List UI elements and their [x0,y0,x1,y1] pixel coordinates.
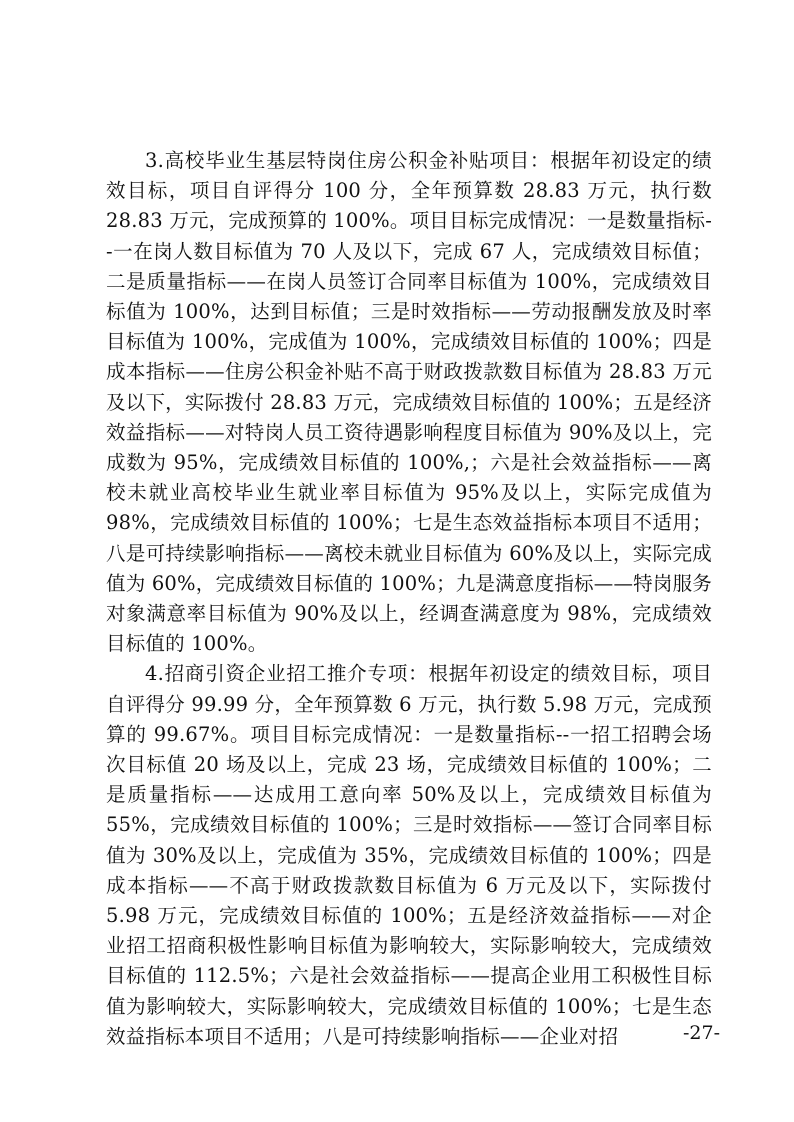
paragraph-project-4: 4.招商引资企业招工推介专项：根据年初设定的绩效目标，项目自评得分 99.99 分，全年预算数 6 万元，执行数 5.98 万元，完成预算的 99.67%。项目目标完成情况：一是数量指标--一招工招聘会场次目标值 20 场及以上，完成 23 场，完成绩效目标值的 100%；二是质量指标——达成用工意向率 50%及以上，完成绩效目标值为 55%，完成绩效目标值的 100%；三是时效指标——签订合同率目标值为 30%及以上，完成值为 35%，完成绩效目标值的 100%；四是成本指标——不高于财政拨款数目标值为 6 万元及以下，实际拨付 5.98 万元，完成绩效目标值的 100%；五是经济效益指标——对企业招工招商积极性影响目标值为影响较大，实际影响较大，完成绩效目标值的 112.5%；六是社会效益指标——提高企业用工积极性目标值为影响较大，实际影响较大，完成绩效目标值的 100%；七是生态效益指标本项目不适用；八是可持续影响指标——企业对招 [106,662,712,1048]
paragraph-project-3: 3.高校毕业生基层特岗住房公积金补贴项目：根据年初设定的绩效目标，项目自评得分 100 分，全年预算数 28.83 万元，执行数 28.83 万元，完成预算的 100%。项目目标完成情况：一是数量指标--一在岗人数目标值为 70 人及以下，完成 67 人，完成绩效目标值；二是质量指标——在岗人员签订合同率目标值为 100%，完成绩效目标值为 100%，达到目标值；三是时效指标——劳动报酬发放及时率目标值为 100%，完成值为 100%，完成绩效目标值的 100%；四是成本指标——住房公积金补贴不高于财政拨款数目标值为 28.83 万元及以下，实际拨付 28.83 万元，完成绩效目标值的 100%；五是经济效益指标——对特岗人员工资待遇影响程度目标值为 90%及以上，完成数为 95%，完成绩效目标值的 100%,；六是社会效益指标——离校未就业高校毕业生就业率目标值为 95%及以上，实际完成值为 98%，完成绩效目标值的 100%；七是生态效益指标本项目不适用；八是可持续影响指标——离校未就业目标值为 60%及以上，实际完成值为 60%，完成绩效目标值的 100%；九是满意度指标——特岗服务对象满意率目标值为 90%及以上，经调查满意度为 98%，完成绩效目标值的 100%。 [106,149,712,656]
page-number: -27- [682,1022,720,1044]
body-text [106,146,712,1052]
